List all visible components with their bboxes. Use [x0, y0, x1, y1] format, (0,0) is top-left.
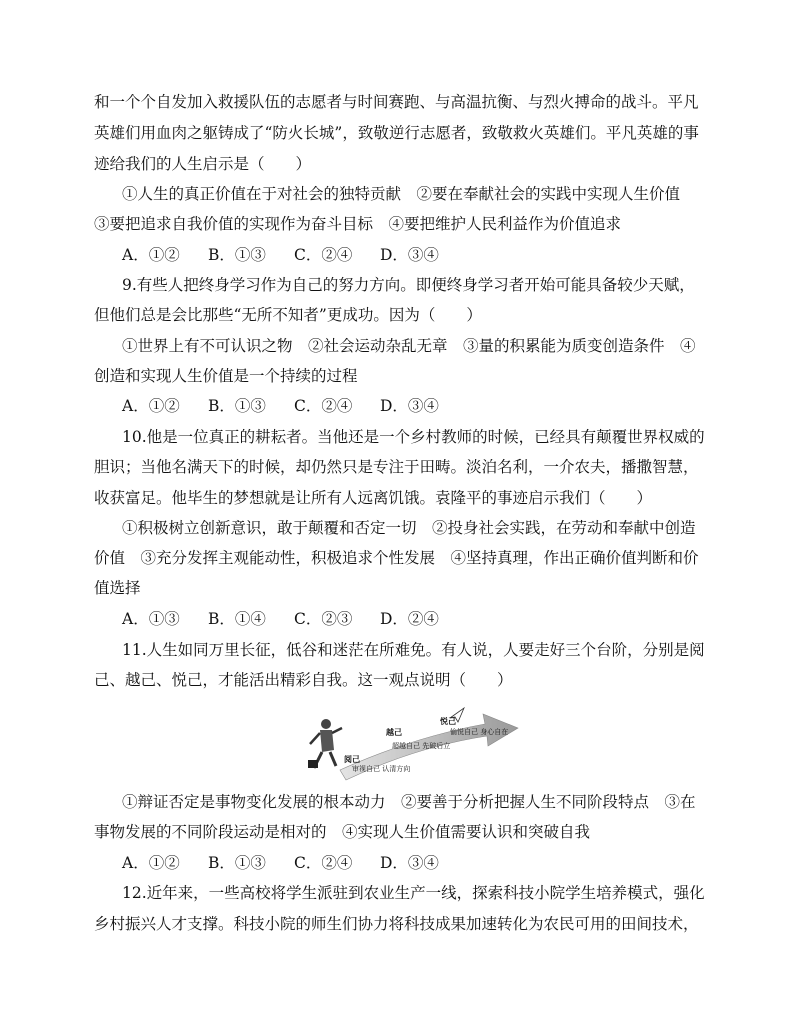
q10-options	[122, 609, 439, 629]
option-d[interactable]: D．②④	[380, 610, 439, 628]
option-d[interactable]: D．③④	[380, 854, 439, 872]
q9-stem-line-1: 9.有些人把终身学习作为自己的努力方向。即便终身学习者开始可能具备较少天赋，	[122, 276, 695, 294]
q10-stem-line-1: 10.他是一位真正的耕耘者。当他还是一个乡村教师的时候，已经具有颠覆世界权威的	[122, 428, 705, 446]
option-d[interactable]: D．③④	[380, 397, 439, 415]
step2-title: 越己	[386, 728, 402, 737]
option-c[interactable]: C．②③	[294, 610, 353, 628]
q8-stem-line-3: 迹给我们的人生启示是（ ）	[94, 155, 312, 173]
q10-statements-line-1: ①积极树立创新意识，敢于颠覆和否定一切 ②投身社会实践，在劳动和奉献中创造	[122, 519, 696, 537]
q12-stem-line-2: 乡村振兴人才支撑。科技小院的师生们协力将科技成果加速转化为农民可用的田间技术，	[94, 915, 699, 933]
q11-stem-line-1: 11.人生如同万里长征，低谷和迷茫在所难免。有人说，人要走好三个台阶，分别是阅	[122, 641, 705, 659]
option-d[interactable]: D．③④	[380, 246, 439, 264]
option-b[interactable]: B．①④	[208, 610, 266, 628]
q8-statements-line-2: ③要把追求自我价值的实现作为奋斗目标 ④要把维护人民利益作为价值追求	[94, 215, 622, 233]
q11-statements-line-1: ①辩证否定是事物变化发展的根本动力 ②要善于分析把握人生不同阶段特点 ③在	[122, 793, 696, 811]
step1-title: 阅己	[344, 755, 360, 764]
q8-stem-line-1: 和一个个自发加入救援队伍的志愿者与时间赛跑、与高温抗衡、与烈火搏命的战斗。平凡	[94, 93, 699, 111]
q8-stem-line-2: 英雄们用血肉之躯铸成了“防火长城”，致敬逆行志愿者，致敬救火英雄们。平凡英雄的事	[94, 124, 699, 142]
option-b[interactable]: B．①③	[208, 397, 266, 415]
q10-stem-line-2: 胆识；当他名满天下的时候，却仍然只是专注于田畴。淡泊名利，一介农夫，播撒智慧，	[94, 458, 699, 476]
three-steps-figure	[300, 700, 540, 782]
option-b[interactable]: B．①③	[208, 854, 266, 872]
option-a[interactable]: A．①②	[122, 246, 180, 264]
q10-stem-line-3: 收获富足。他毕生的梦想就是让所有人远离饥饿。袁隆平的事迹启示我们（ ）	[94, 489, 653, 507]
step1-text: 审视自己 认清方向	[352, 765, 411, 773]
step3-text: 愉悦自己 身心自在	[450, 728, 509, 736]
option-c[interactable]: C．②④	[294, 246, 353, 264]
q10-statements-line-2: 价值 ③充分发挥主观能动性，积极追求个性发展 ④坚持真理，作出正确价值判断和价	[94, 549, 699, 567]
q9-options	[122, 396, 439, 416]
option-b[interactable]: B．①③	[208, 246, 266, 264]
three-steps-illustration	[300, 700, 540, 782]
option-c[interactable]: C．②④	[294, 854, 353, 872]
q11-statements-line-2: 事物发展的不同阶段运动是相对的 ④实现人生价值需要认识和突破自我	[94, 823, 591, 841]
q10-statements-line-3: 值选择	[94, 579, 141, 597]
q9-statements-line-2: 创造和实现人生价值是一个持续的过程	[94, 367, 358, 385]
q12-stem-line-1: 12.近年来，一些高校将学生派驻到农业生产一线，探索科技小院学生培养模式，强化	[122, 884, 705, 902]
q9-stem-line-2: 但他们总是会比那些“无所不知者”更成功。因为（ ）	[94, 306, 482, 324]
q9-statements-line-1: ①世界上有不可认识之物 ②社会运动杂乱无章 ③量的积累能为质变创造条件 ④	[122, 337, 696, 355]
q11-options	[122, 853, 439, 873]
q8-statements-line-1: ①人生的真正价值在于对社会的独特贡献 ②要在奉献社会的实践中实现人生价值	[122, 185, 681, 203]
q11-stem-line-2: 己、越己、悦己，才能活出精彩自我。这一观点说明（ ）	[94, 671, 513, 689]
climbing-person-icon	[308, 719, 342, 768]
q8-options	[122, 245, 439, 265]
option-c[interactable]: C．②④	[294, 397, 353, 415]
option-a[interactable]: A．①②	[122, 854, 180, 872]
step3-title: 悦己	[440, 717, 456, 726]
option-a[interactable]: A．①③	[122, 610, 180, 628]
option-a[interactable]: A．①②	[122, 397, 180, 415]
step2-text: 超越自己 先破后立	[392, 742, 451, 750]
